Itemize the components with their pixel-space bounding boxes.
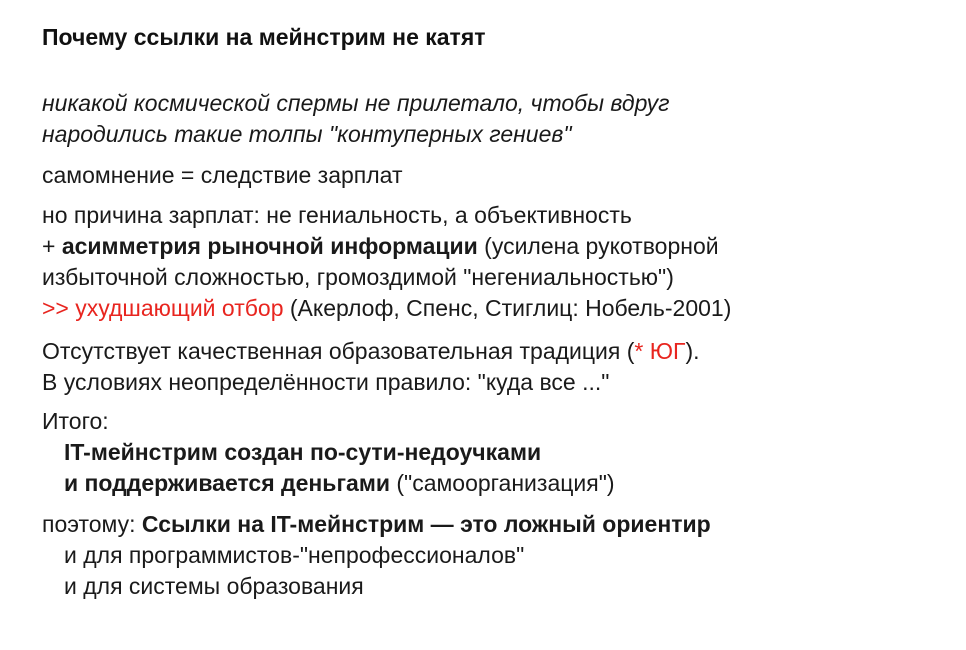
therefore-pre: поэтому: bbox=[42, 511, 142, 537]
total-paragraph bbox=[42, 406, 942, 499]
asymmetry-line bbox=[42, 231, 942, 262]
cause-paragraph bbox=[42, 200, 942, 324]
selection-rest: (Акерлоф, Спенс, Стиглиц: Нобель-2001) bbox=[283, 295, 732, 321]
tradition-post: ). bbox=[685, 338, 700, 364]
italic-line-1: никакой космической спермы не прилетало, чтобы вдруг bbox=[42, 90, 670, 116]
total-label: Итого: bbox=[42, 408, 109, 434]
italic-line-2: народились такие толпы "контуперных гениев" bbox=[42, 121, 572, 147]
tradition-line bbox=[42, 336, 942, 367]
slide-title: Почему ссылки на мейнстрим не катят bbox=[42, 24, 486, 50]
uncertainty-line: В условиях неопределённости правило: "куда все ..." bbox=[42, 369, 610, 395]
asymmetry-rest: (усилена рукотворной bbox=[477, 233, 719, 259]
asymmetry-prefix: + bbox=[42, 233, 62, 259]
self-esteem-paragraph bbox=[42, 160, 942, 191]
selection-line bbox=[42, 293, 942, 324]
tradition-red: * ЮГ bbox=[634, 338, 686, 364]
it-line-2 bbox=[42, 468, 942, 499]
therefore-paragraph bbox=[42, 509, 942, 602]
it-line-2-bold: и поддерживается деньгами bbox=[64, 470, 390, 496]
cause-line: но причина зарплат: не гениальность, а объективность bbox=[42, 202, 632, 228]
asymmetry-bold: асимметрия рыночной информации bbox=[61, 233, 478, 259]
self-esteem-line: самомнение = следствие зарплат bbox=[42, 162, 403, 188]
tradition-pre: Отсутствует качественная образовательная традиция ( bbox=[42, 338, 635, 364]
tradition-paragraph bbox=[42, 336, 942, 398]
complexity-line: избыточной сложностью, громоздимой "негениальностью") bbox=[42, 264, 674, 290]
therefore-line bbox=[42, 509, 942, 540]
it-line-2-rest: ("самоорганизация") bbox=[389, 470, 615, 496]
therefore-bold: Ссылки на IT-мейнстрим — это ложный ориентир bbox=[141, 511, 711, 537]
selection-red: >> ухудшающий отбор bbox=[42, 295, 284, 321]
for-programmers-line: и для программистов-"непрофессионалов" bbox=[64, 542, 525, 568]
italic-quote bbox=[42, 88, 942, 150]
it-line-1: IT-мейнстрим создан по-сути-недоучками bbox=[64, 439, 542, 465]
for-education-line: и для системы образования bbox=[64, 573, 364, 599]
